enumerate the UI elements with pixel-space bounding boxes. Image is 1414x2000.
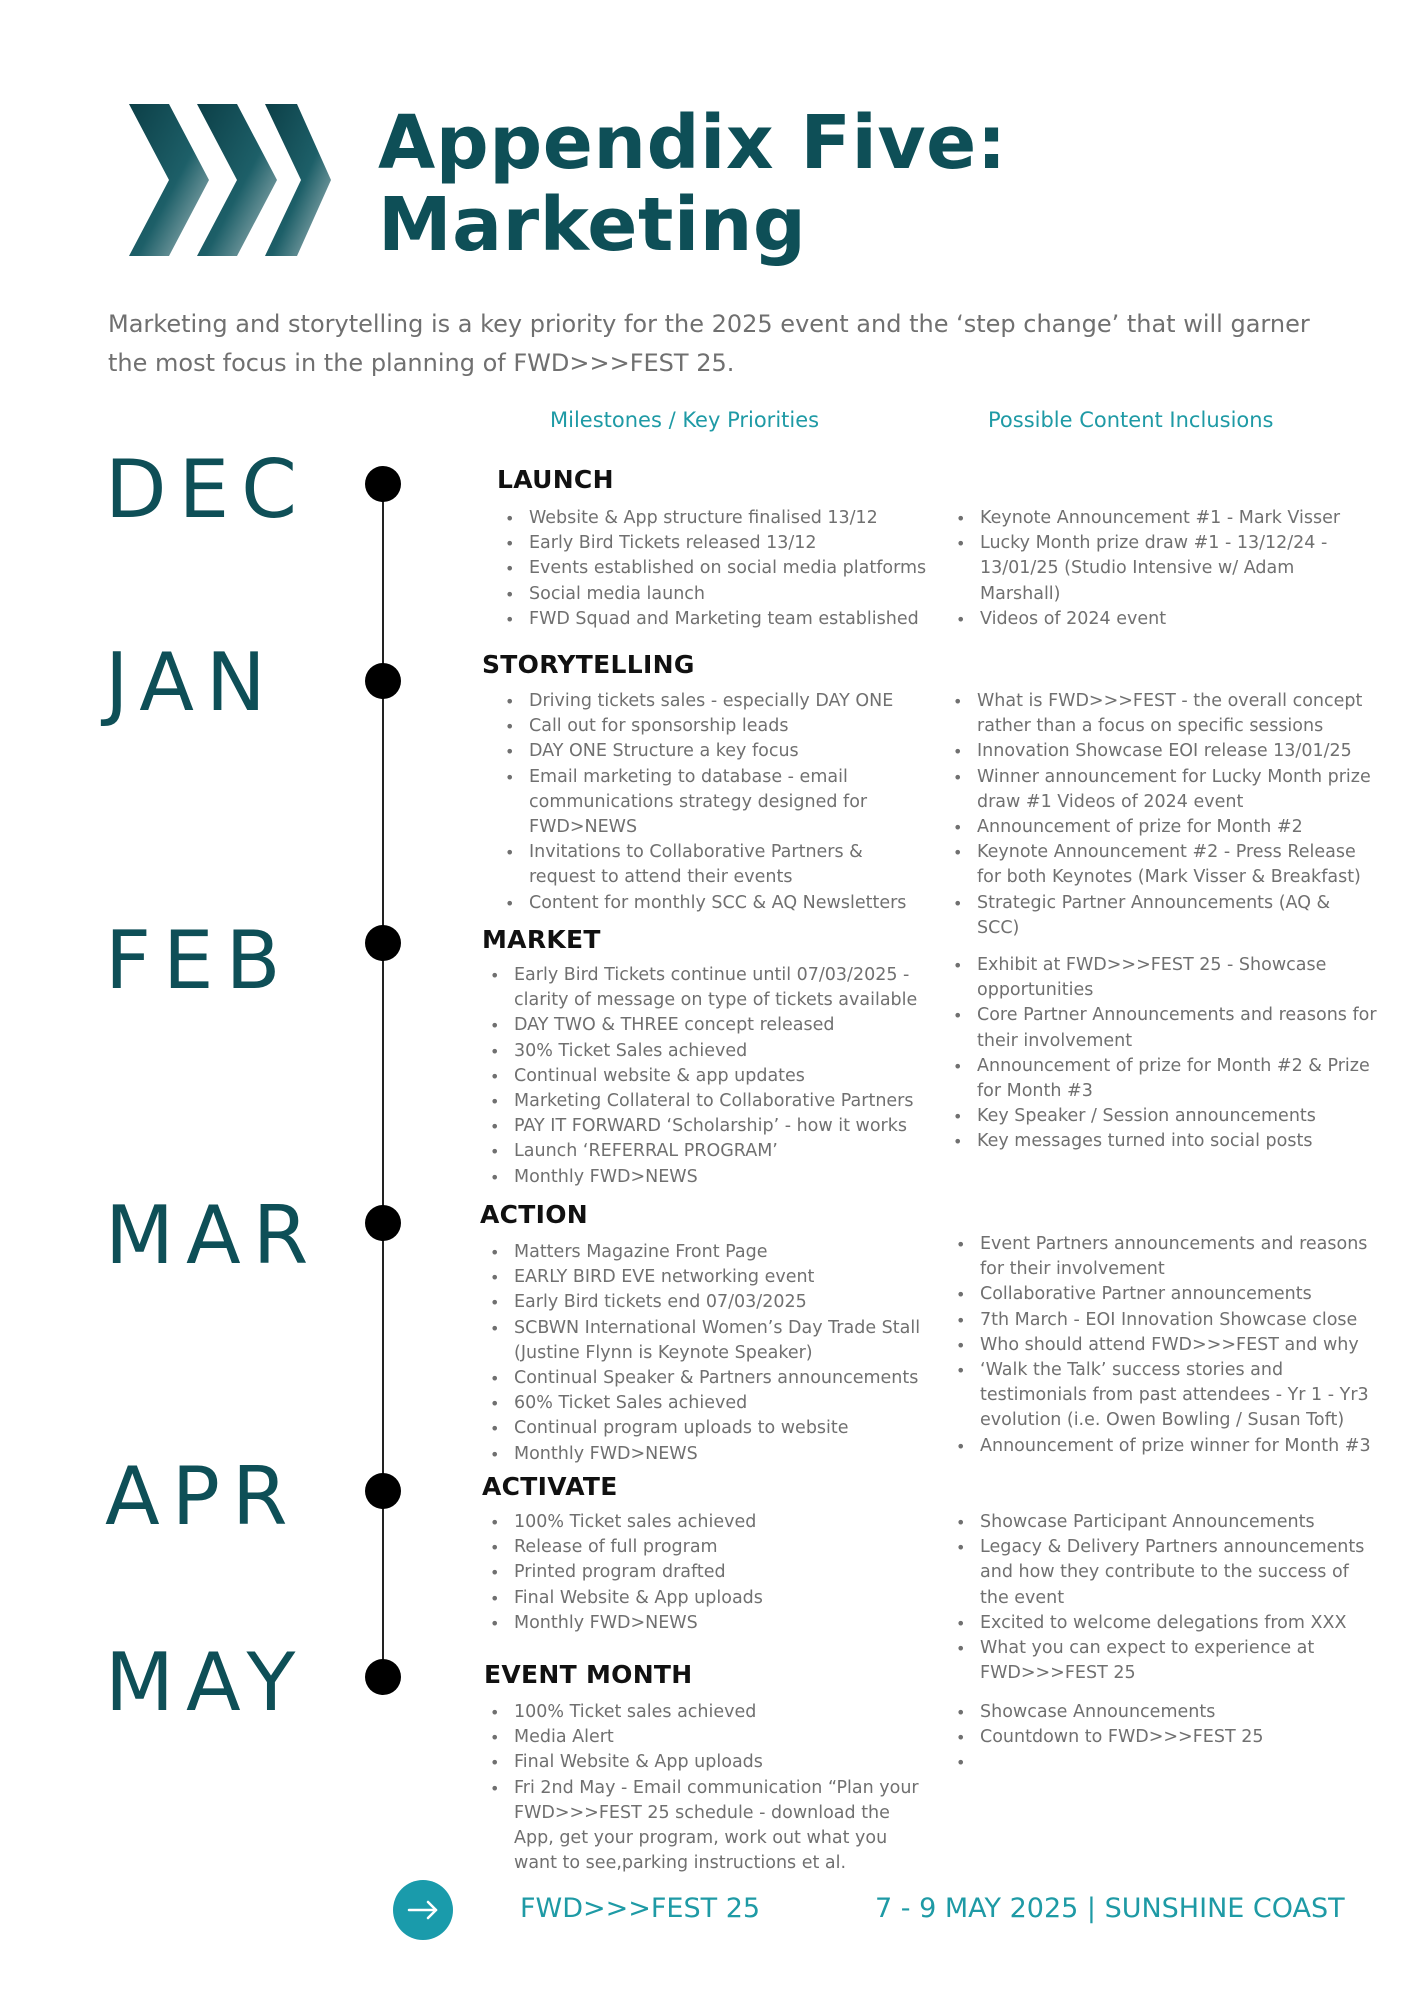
list-item: • Showcase Participant Announcements [948, 1510, 1380, 1535]
milestone-list-jan [497, 689, 927, 916]
arrow-right-icon [393, 1880, 453, 1940]
month-label-may: MAY [105, 1636, 308, 1729]
list-item: • Early Bird Tickets continue until 07/03/2025 - clarity of message on type of tickets available [482, 963, 922, 1013]
list-item: • DAY TWO & THREE concept released [482, 1013, 922, 1038]
list-item: • Continual Speaker & Partners announcements [482, 1366, 922, 1391]
list-item: • Final Website & App uploads [482, 1750, 922, 1775]
list-item: • Driving tickets sales - especially DAY ONE [497, 689, 927, 714]
footer-event-name: FWD>>>FEST 25 [520, 1893, 761, 1924]
timeline-dot [365, 1659, 401, 1695]
section-title-event-month: EVENT MONTH [484, 1660, 693, 1689]
list-item: • Announcement of prize for Month #2 & Prize for Month #3 [945, 1054, 1377, 1104]
list-item: • Event Partners announcements and reasons for their involvement [948, 1232, 1384, 1282]
milestone-list-mar [482, 1240, 922, 1467]
list-item: • Content for monthly SCC & AQ Newsletters [497, 891, 927, 916]
list-item: • Printed program drafted [482, 1560, 922, 1585]
section-title-activate: ACTIVATE [482, 1472, 618, 1501]
content-list-may [948, 1700, 1380, 1750]
milestone-list-apr [482, 1510, 922, 1636]
list-item: • Videos of 2024 event [948, 607, 1378, 632]
list-item: • Keynote Announcement #2 - Press Release for both Keynotes (Mark Visser & Breakfast) [945, 840, 1377, 890]
title-line-1: Appendix Five: [378, 100, 1007, 186]
list-item: • Website & App structure finalised 13/12 [497, 506, 937, 531]
section-title-storytelling: STORYTELLING [482, 650, 695, 679]
list-item: • Excited to welcome delegations from XXX [948, 1611, 1380, 1636]
content-list-apr [948, 1510, 1380, 1686]
list-item: • Monthly FWD>NEWS [482, 1611, 922, 1636]
list-item: • Monthly FWD>NEWS [482, 1165, 922, 1190]
list-item: • Email marketing to database - email communications strategy designed for FWD>NEWS [497, 765, 927, 841]
timeline-dot [365, 663, 401, 699]
list-item: • Collaborative Partner announcements [948, 1282, 1384, 1307]
intro-paragraph: Marketing and storytelling is a key priority for the 2025 event and the ‘step change’ that will garner the most focus in the planning of FWD>>>FEST 25. [108, 310, 1310, 377]
month-label-jan: JAN [105, 636, 278, 729]
list-item: • Invitations to Collaborative Partners & request to attend their events [497, 840, 927, 890]
list-item: • Matters Magazine Front Page [482, 1240, 922, 1265]
list-item: • What is FWD>>>FEST - the overall concept rather than a focus on specific sessions [945, 689, 1377, 739]
list-item: • Innovation Showcase EOI release 13/01/25 [945, 739, 1377, 764]
timeline-dot [365, 466, 401, 502]
list-item: • Launch ‘REFERRAL PROGRAM’ [482, 1139, 922, 1164]
content-list-dec [948, 506, 1378, 632]
list-item: • Key Speaker / Session announcements [945, 1104, 1377, 1129]
list-item: • 100% Ticket sales achieved [482, 1510, 922, 1535]
list-item: • Events established on social media platforms [497, 556, 937, 581]
next-page-button[interactable] [393, 1880, 453, 1940]
list-item: • Marketing Collateral to Collaborative Partners [482, 1089, 922, 1114]
list-item: • Continual website & app updates [482, 1064, 922, 1089]
timeline-dot [365, 1205, 401, 1241]
list-item: • Early Bird Tickets released 13/12 [497, 531, 937, 556]
content-list-feb [945, 953, 1377, 1155]
list-item: • 7th March - EOI Innovation Showcase close [948, 1308, 1384, 1333]
footer-event-dates: 7 - 9 MAY 2025 | SUNSHINE COAST [875, 1893, 1345, 1924]
section-title-launch: LAUNCH [497, 465, 614, 494]
list-item: • 60% Ticket Sales achieved [482, 1391, 922, 1416]
section-title-market: MARKET [482, 925, 601, 954]
list-item: • Countdown to FWD>>>FEST 25 [948, 1725, 1380, 1750]
list-item: • Early Bird tickets end 07/03/2025 [482, 1290, 922, 1315]
list-item: • Keynote Announcement #1 - Mark Visser [948, 506, 1378, 531]
list-item: • 30% Ticket Sales achieved [482, 1039, 922, 1064]
list-item: • Monthly FWD>NEWS [482, 1442, 922, 1467]
milestone-list-feb [482, 963, 922, 1190]
list-item: • Core Partner Announcements and reasons for their involvement [945, 1003, 1377, 1053]
list-item: • What you can expect to experience at FWD>>>FEST 25 [948, 1636, 1380, 1686]
list-item: • Lucky Month prize draw #1 - 13/12/24 - 13/01/25 (Studio Intensive w/ Adam Marshall) [948, 531, 1378, 607]
month-label-dec: DEC [105, 443, 310, 536]
list-item: • Announcement of prize for Month #2 [945, 815, 1377, 840]
list-item: • Final Website & App uploads [482, 1586, 922, 1611]
list-item: • Exhibit at FWD>>>FEST 25 - Showcase opportunities [945, 953, 1377, 1003]
milestone-list-may [482, 1700, 922, 1876]
list-item: • Social media launch [497, 582, 937, 607]
content-list-mar [948, 1232, 1384, 1459]
list-item: • Legacy & Delivery Partners announcements and how they contribute to the success of the event [948, 1535, 1380, 1611]
list-item: • Media Alert [482, 1725, 922, 1750]
list-item: • Fri 2nd May - Email communication “Plan your FWD>>>FEST 25 schedule - download the App, get your program, work out what you want to see,parking instructions et al. [482, 1776, 922, 1877]
title-line-2: Marketing [378, 182, 807, 268]
content-list-jan [945, 689, 1377, 941]
list-item: • Who should attend FWD>>>FEST and why [948, 1333, 1384, 1358]
month-label-mar: MAR [105, 1189, 321, 1282]
page-title [378, 102, 1007, 266]
list-item: • DAY ONE Structure a key focus [497, 739, 927, 764]
milestone-list-dec [497, 506, 937, 632]
list-item: • Key messages turned into social posts [945, 1129, 1377, 1154]
content-column-header: Possible Content Inclusions [988, 408, 1274, 432]
list-item: • Continual program uploads to website [482, 1416, 922, 1441]
list-item: • Release of full program [482, 1535, 922, 1560]
month-label-apr: APR [105, 1450, 300, 1543]
list-item: • Call out for sponsorship leads [497, 714, 927, 739]
month-label-feb: FEB [105, 914, 293, 1007]
list-item: • ‘Walk the Talk’ success stories and testimonials from past attendees - Yr 1 - Yr3 evolution (i.e. Owen Bowling / Susan Toft) [948, 1358, 1384, 1434]
list-item: • SCBWN International Women’s Day Trade Stall (Justine Flynn is Keynote Speaker) [482, 1316, 922, 1366]
timeline-dot [365, 1473, 401, 1509]
section-title-action: ACTION [480, 1200, 589, 1229]
list-item: • Announcement of prize winner for Month #3 [948, 1434, 1384, 1459]
list-item: • 100% Ticket sales achieved [482, 1700, 922, 1725]
list-item: • PAY IT FORWARD ‘Scholarship’ - how it works [482, 1114, 922, 1139]
milestones-column-header: Milestones / Key Priorities [550, 408, 820, 432]
list-item: • Winner announcement for Lucky Month prize draw #1 Videos of 2024 event [945, 765, 1377, 815]
list-item: • Showcase Announcements [948, 1700, 1380, 1725]
chevron-arrows-logo [125, 100, 335, 260]
list-item: • FWD Squad and Marketing team established [497, 607, 937, 632]
timeline-dot [365, 925, 401, 961]
list-item: • EARLY BIRD EVE networking event [482, 1265, 922, 1290]
list-item: • Strategic Partner Announcements (AQ & SCC) [945, 891, 1377, 941]
